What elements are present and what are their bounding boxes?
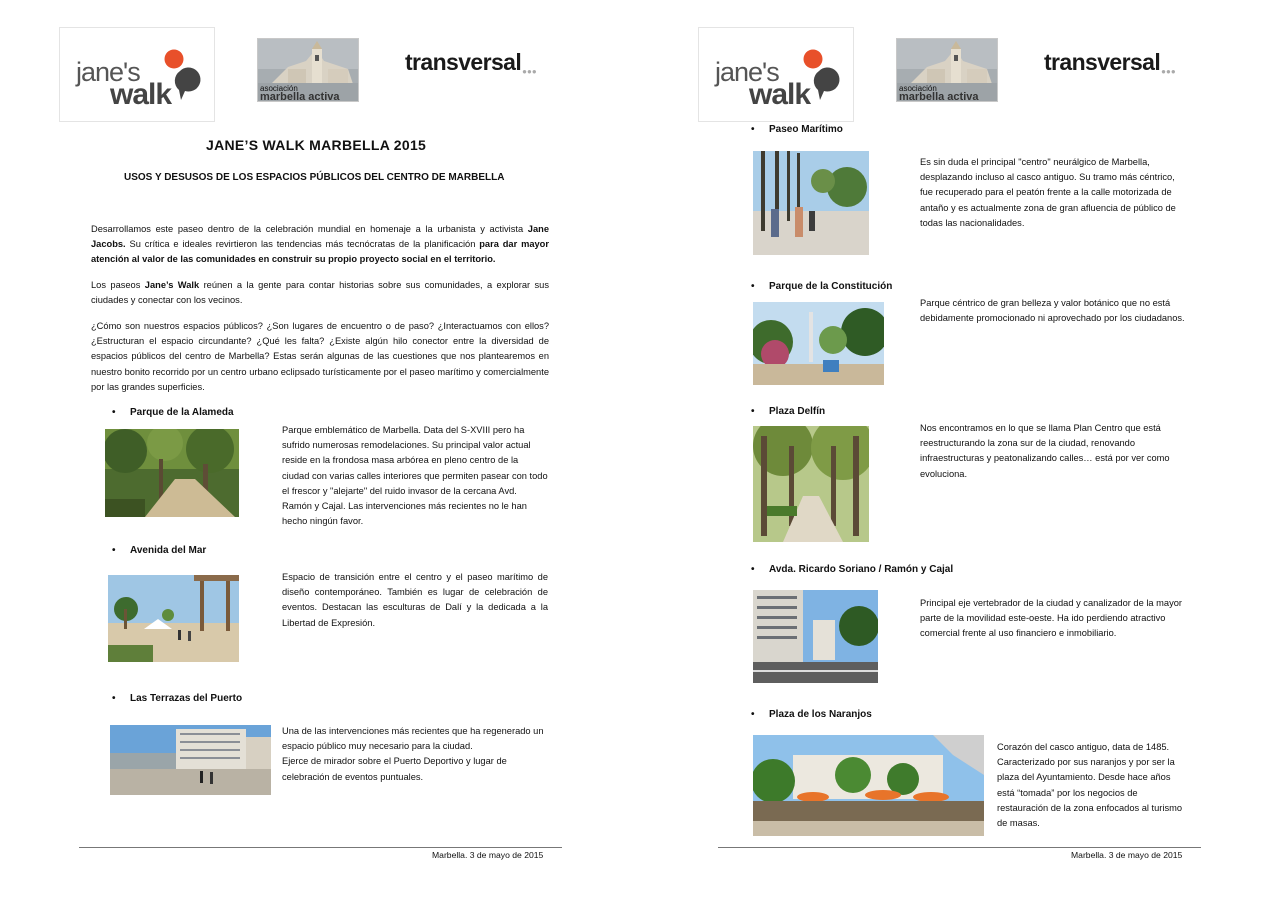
photo-paseo-maritimo <box>753 151 869 255</box>
bullet-marker: • <box>751 564 755 575</box>
marbella-activa-logo <box>257 38 359 102</box>
section-heading-avenida-mar: • Avenida del Mar <box>112 545 207 556</box>
photo-terrazas-del-puerto <box>110 725 271 795</box>
intro-paragraph-2: Los paseos Jane’s Walk reúnen a la gente para contar historias sobre sus comunidades, a explorar sus ciudades y conectar con los vecinos. <box>91 280 549 306</box>
photo-plaza-naranjos <box>753 735 984 836</box>
section-text-parque-constitucion: Parque céntrico de gran belleza y valor botánico que no está debidamente promocionado ni aprovechado por los ciudadanos. <box>920 298 1185 324</box>
bullet-marker: • <box>112 407 116 418</box>
section-heading-plaza-delfin: • Plaza Delfín <box>751 406 826 417</box>
footer-date: Marbella. 3 de mayo de 2015 <box>1071 850 1183 860</box>
bullet-marker: • <box>751 281 755 292</box>
marbella-activa-small-text: asociación <box>899 84 937 93</box>
section-text-ricardo-soriano: Principal eje vertebrador de la ciudad y canalizador de la mayor parte de la movilidad este-oeste. Ha ido perdiendo atractivo comercial frente al uso financiero e inmobiliario. <box>920 598 1183 639</box>
footer-date: Marbella. 3 de mayo de 2015 <box>432 850 544 860</box>
marbella-activa-logo <box>896 38 998 102</box>
transversal-logo <box>1044 49 1176 76</box>
section-heading-ricardo-soriano: • Avda. Ricardo Soriano / Ramón y Cajal <box>751 564 954 575</box>
bullet-marker: • <box>751 709 755 720</box>
section-text-avenida-mar: Espacio de transición entre el centro y el paseo marítimo de diseño contemporáneo. También es lugar de celebración de eventos. Destacan las esculturas de Dalí y la dedicada a la Libertad de Expresión. <box>282 572 548 628</box>
footer-divider <box>718 847 1201 848</box>
transversal-logo-text: transversal <box>405 49 522 75</box>
section-heading-plaza-naranjos: • Plaza de los Naranjos <box>751 709 872 720</box>
section-heading-parque-constitucion: • Parque de la Constitución <box>751 281 893 292</box>
marbella-activa-name: marbella activa <box>260 91 340 102</box>
page-title: JANE’S WALK MARBELLA 2015 <box>206 137 427 153</box>
transversal-logo <box>405 49 537 76</box>
marbella-activa-small-text: asociación <box>260 84 298 93</box>
bullet-marker: • <box>112 545 116 556</box>
intro-paragraph-3: ¿Cómo son nuestros espacios públicos? ¿Son lugares de encuentro o de paso? ¿Interactuamos con ellos? ¿Estructuran el espacio circundante? ¿Qué les falta? ¿Existe algún hilo conector entre la diversidad de espacios públicos del centro de Marbella? Estas serán algunas de las cuestiones que nos plantearemos en nuestro bonito recorrido por un centro urbano eclipsado turísticamente por el paseo marítimo y comercialmente por las grandes superficies. <box>91 321 549 392</box>
bullet-marker: • <box>751 124 755 135</box>
transversal-logo-dots: ●●● <box>522 67 537 76</box>
transversal-logo-text: transversal <box>1044 49 1161 75</box>
page-subtitle: USOS Y DESUSOS DE LOS ESPACIOS PÚBLICOS DEL CENTRO DE MARBELLA <box>124 172 505 183</box>
janes-walk-logo-bottom-text: walk <box>749 78 811 111</box>
section-heading-terrazas-puerto: • Las Terrazas del Puerto <box>112 693 243 704</box>
photo-plaza-delfin <box>753 426 869 542</box>
section-text-terrazas-puerto: Una de las intervenciones más recientes que ha regenerado un espacio público muy necesario para la ciudad. Ejerce de mirador sobre el Puerto Deportivo y lugar de celebración de eventos puntuales. <box>282 726 544 782</box>
footer-divider <box>79 847 562 848</box>
janes-walk-logo-bottom-text: walk <box>110 78 172 111</box>
photo-ricardo-soriano <box>753 590 878 683</box>
section-text-plaza-delfin: Nos encontramos en lo que se llama Plan Centro que está reestructurando la zona sur de la ciudad, renovando infraestructuras y peatonalizando calles… está por ver como evoluciona. <box>920 423 1170 479</box>
section-heading-alameda: • Parque de la Alameda <box>112 407 234 418</box>
janes-walk-logo <box>59 27 215 122</box>
janes-walk-logo-top-text: jane's <box>715 57 779 87</box>
janes-walk-logo <box>698 27 854 122</box>
janes-walk-logo-top-text: jane's <box>76 57 140 87</box>
bullet-marker: • <box>751 406 755 417</box>
section-text-paseo-maritimo: Es sin duda el principal "centro" neurálgico de Marbella, desplazando incluso al casco antiguo. Su tramo más céntrico, fue recuperado para el peatón frente a la calle motorizada de antaño y es actualmente zona de gran afluencia de público de todas las nacionalidades. <box>920 157 1176 228</box>
photo-parque-alameda <box>105 429 239 517</box>
photo-avenida-del-mar <box>108 575 239 662</box>
photo-parque-constitucion <box>753 302 884 385</box>
bullet-marker: • <box>112 693 116 704</box>
section-heading-paseo-maritimo: • Paseo Marítimo <box>751 124 843 135</box>
intro-paragraph-1: Desarrollamos este paseo dentro de la celebración mundial en homenaje a la urbanista y activista Jane Jacobs. Su crítica e ideales revirtieron las tendencias más tecnócratas de la planificación para dar mayor atención al valor de las comunidades en construir su propio proyecto social en el territorio. <box>91 224 549 265</box>
marbella-activa-name: marbella activa <box>899 91 979 102</box>
transversal-logo-dots: ●●● <box>1161 67 1176 76</box>
section-text-alameda: Parque emblemático de Marbella. Data del S-XVIII pero ha sufrido numerosas remodelaciones. Su principal valor actual reside en la frondosa masa arbórea en pleno centro de la ciudad con varias calles interiores que permiten pasear con todo el frescor y "alejarte" del ruido invasor de la cercana Avd. Ramón y Cajal. Las intervenciones más recientes no le han hecho ningún favor. <box>282 425 548 527</box>
section-text-plaza-naranjos: Corazón del casco antiguo, data de 1485. Caracterizado por sus naranjos y por ser la plaza del Ayuntamiento. Desde hace años está “tomada” por los negocios de restauración de la zona enfocados al turismo de masas. <box>997 742 1183 829</box>
